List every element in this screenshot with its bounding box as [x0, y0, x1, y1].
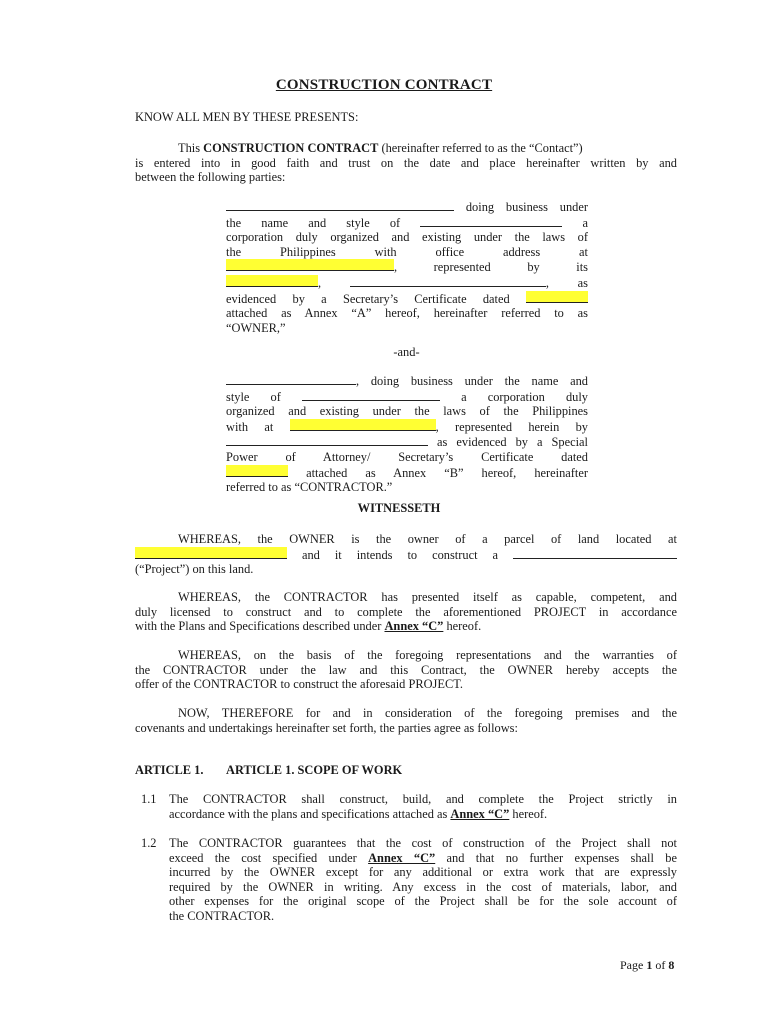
- clause-number: 1.1: [141, 792, 157, 806]
- contractor-representative-blank[interactable]: [226, 434, 428, 446]
- owner-certificate-date-blank[interactable]: [526, 291, 588, 303]
- and-separator: -and-: [393, 345, 420, 359]
- current-page: 1: [646, 958, 653, 972]
- document-title: CONSTRUCTION CONTRACT: [275, 77, 493, 93]
- contractor-name-blank[interactable]: [226, 373, 356, 385]
- intro-paragraph: This CONSTRUCTION CONTRACT (hereinafter referred to as the “Contact”) is entered into in good faith and trust on the date and place hereinafter written by and between the following parties:: [135, 141, 677, 185]
- now-therefore-paragraph: NOW, THEREFORE for and in consideration of the foregoing premises and the covenants and undertakings hereinafter set forth, the parties agree as follows:: [135, 706, 677, 735]
- project-description-blank[interactable]: [513, 547, 677, 559]
- whereas-land-paragraph: WHEREAS, the OWNER is the owner of a parcel of land located at and it intends to construct a (“Project”) on this land.: [135, 532, 677, 577]
- owner-address-blank[interactable]: [226, 259, 394, 271]
- owner-position-blank[interactable]: [350, 275, 546, 287]
- article-1-label: ARTICLE 1.: [135, 763, 204, 777]
- owner-representative-blank[interactable]: [226, 275, 318, 287]
- contractor-address-blank[interactable]: [290, 419, 436, 431]
- witnesseth-heading: WITNESSETH: [357, 501, 441, 515]
- contract-name: CONSTRUCTION CONTRACT: [203, 141, 379, 155]
- annex-c-reference: Annex “C”: [384, 619, 444, 634]
- owner-name-blank[interactable]: [226, 199, 454, 211]
- owner-style-blank[interactable]: [420, 215, 562, 227]
- annex-c-reference: Annex “C”: [450, 806, 510, 821]
- contractor-style-blank[interactable]: [302, 389, 440, 401]
- whereas-contractor-paragraph: WHEREAS, the CONTRACTOR has presented itself as capable, competent, and duly licensed to construct and to complete the aforementioned PROJECT in accordance with the Plans and Specifications described under Annex “C” hereof.: [135, 590, 677, 634]
- whereas-acceptance-paragraph: WHEREAS, on the basis of the foregoing representations and the warranties of the CONTRACTOR under the law and this Contract, the OWNER hereby accepts the offer of the CONTRACTOR to construct the aforesaid PROJECT.: [135, 648, 677, 692]
- annex-c-reference: Annex “C”: [368, 850, 436, 865]
- contractor-party-block: , doing business under the name and style of a corporation duly organized and existing under the laws of the Philippines with at , represented herein by as evidenced by a Special Power of Attorney/ Secretary’s Certificate dated attached as Annex “B” hereof, hereinafter referred to as “CONTRACTOR.”: [226, 374, 589, 495]
- contractor-certificate-date-blank[interactable]: [226, 465, 288, 477]
- page-number: Page 1 of 8: [620, 958, 675, 972]
- document-page: CONSTRUCTION CONTRACT KNOW ALL MEN BY THESE PRESENTS: This CONSTRUCTION CONTRACT (hereinafter referred to as the “Contact”) is entered into in good faith and trust on the date and place hereinafter written by and between the following parties: doing business under the name and style of a corporation duly organized and existing under the laws of the Philippines with office address at , represented by its , , as evidenced by a Secretary’s Certificate dated attached as Annex “A” hereof, hereinafter referred to as “OWNER,” -and- , doing business under the name and style of a corporation duly organized and existing under the laws of the Philippines with at , represented herein by as evidenced by a Special Power of Attorney/ Secretary’s Certificate dated attached as Annex “B” hereof, hereinafter referred to as “CONTRACTOR.” WITNESSETH WHEREAS, the OWNER is the owner of a parcel of land located at and it intends to construct a (“Project”) on this land. WHEREAS, the CONTRACTOR has presented itself as capable, competent, and duly licensed to construct and to complete the aforementioned PROJECT in accordance with the Plans and Specifications described under Annex “C” hereof. WHEREAS, on the basis of the foregoing representations and the warranties of the CONTRACTOR under the law and this Contract, the OWNER hereby accepts the offer of the CONTRACTOR to construct the aforesaid PROJECT. NOW, THEREFORE for and in consideration of the foregoing premises and the covenants and undertakings hereinafter set forth, the parties agree as follows: ARTICLE 1. ARTICLE 1. SCOPE OF WORK 1.1 The CONTRACTOR shall construct, build, and complete the Project strictly in accordance with the plans and specifications attached as Annex “C” hereof. 1.2 The CONTRACTOR guarantees that the cost of construction of the Project shall not exceed the cost specified under Annex “C” and that no further expenses shall be incurred by the OWNER except for any additional or extra work that are expressly required by the OWNER in writing. Any excess in the cost of materials, labor, and other expenses for the original scope of the Project shall be for the sole account of the CONTRACTOR. Page 1 of 8: [0, 0, 768, 1024]
- owner-party-block: doing business under the name and style of a corporation duly organized and existing under the laws of the Philippines with office address at , represented by its , , as evidenced by a Secretary’s Certificate dated attached as Annex “A” hereof, hereinafter referred to as “OWNER,”: [226, 200, 588, 335]
- know-all-men-line: KNOW ALL MEN BY THESE PRESENTS:: [135, 110, 359, 124]
- total-pages: 8: [668, 958, 675, 972]
- clause-number: 1.2: [141, 836, 157, 850]
- article-1-heading: ARTICLE 1. SCOPE OF WORK: [226, 763, 403, 777]
- land-location-blank[interactable]: [135, 547, 287, 559]
